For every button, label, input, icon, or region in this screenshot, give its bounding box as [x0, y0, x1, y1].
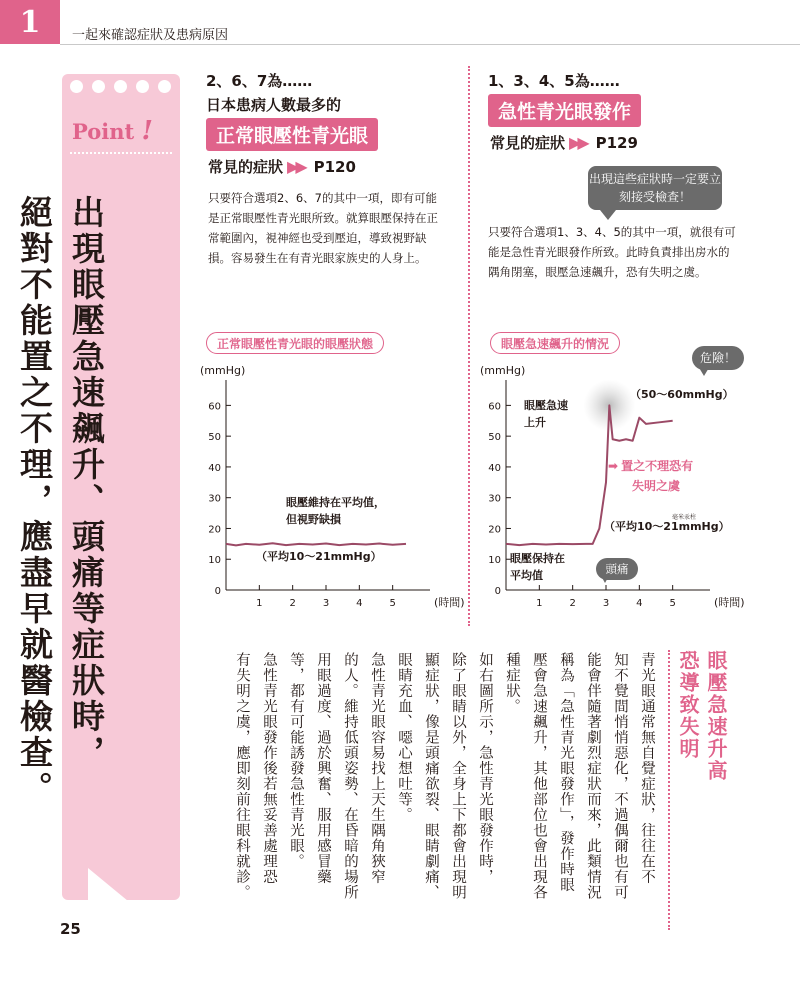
left-symptom-ref: [208, 156, 356, 177]
chart-y-tick-label: 20: [208, 524, 221, 536]
chapter-title: 一起來確認症狀及患病原因: [72, 28, 229, 43]
chart1-note-3: （平均10～21mmHg）: [256, 550, 382, 563]
chart-series-line: [226, 543, 406, 545]
article-column: 急性青光眼發作後若無妥善處理恐: [261, 652, 277, 885]
chart2-neglect-2: 失明之虞: [632, 479, 681, 493]
article-column: 青光眼通常無自覺症狀，往往在不: [639, 652, 655, 885]
chart-y-tick-label: 40: [488, 462, 501, 474]
chart2-title: 眼壓急速飆升的情況: [490, 332, 620, 354]
article-body: [230, 652, 660, 912]
chapter-number: 1: [0, 0, 60, 44]
article-column: 急性青光眼容易找上天生隅角狹窄: [369, 652, 385, 885]
chart1-note-2: 但視野缺損: [286, 513, 341, 526]
chart-x-tick-label: 1: [536, 598, 543, 609]
point-line-1: 出現眼壓急速飆升、頭痛等症狀時，: [67, 195, 106, 771]
chart-x-tick-label: 2: [289, 598, 296, 609]
callout-bubble: 出現這些症狀時一定要立刻接受檢查！: [588, 166, 722, 210]
header-divider: [60, 44, 800, 45]
chart-y-tick-label: 20: [488, 524, 501, 536]
chart-ylabel: (mmHg): [480, 364, 526, 377]
chart1-plot: [200, 360, 465, 612]
article-column: 有失明之虞，應即刻前往眼科就診。: [234, 652, 250, 900]
chart-x-tick-label: 5: [389, 598, 396, 609]
article-heading-1: 眼壓急速升高: [704, 650, 728, 782]
point-column-divider: [58, 190, 60, 880]
point-label-text: Point: [72, 119, 135, 144]
right-lead-1: 1、3、4、5為……: [488, 72, 620, 90]
article-heading-rule: [668, 650, 670, 930]
chart2-neglect-note: [608, 456, 693, 496]
point-bang: !: [141, 116, 153, 146]
headache-bubble: 頭痛: [596, 558, 638, 580]
chart-y-tick-label: 60: [488, 401, 501, 413]
left-lead-1: 2、6、7為……: [206, 72, 313, 90]
chart-y-tick-label: 40: [208, 462, 221, 474]
chart-y-tick-label: 10: [488, 555, 501, 567]
article-column: 眼睛充血、噁心想吐等。: [396, 652, 412, 823]
chart-x-tick-label: 1: [256, 598, 263, 609]
chart2-spike-label-2: 上升: [524, 416, 546, 429]
dot: [158, 80, 171, 93]
article-heading-2: 恐導致失明: [676, 650, 700, 760]
article-column: 等，都有可能誘發急性青光眼。: [288, 652, 304, 869]
article-column: 種症狀。: [504, 652, 520, 714]
chart1-note-1: 眼壓維持在平均值，: [286, 496, 385, 509]
article-column: 壓會急速飆升，其他部位也會出現各: [531, 652, 547, 900]
dot: [114, 80, 127, 93]
chart2-neglect-1: 置之不理恐有: [621, 459, 694, 473]
double-triangle-icon: ▶▶: [569, 133, 586, 152]
chart-y-tick-label: 0: [494, 586, 501, 597]
page-number: 25: [60, 920, 81, 938]
chart-x-tick-label: 5: [669, 598, 676, 609]
chart2-avg-range: （平均10～21mmHg）: [604, 520, 730, 533]
chart2-spike-label-1: 眼壓急速: [524, 399, 568, 412]
chart-ylabel: (mmHg): [200, 364, 246, 377]
chart-y-tick-label: 10: [208, 555, 221, 567]
left-body-text: 只要符合選項2、6、7的其中一項，即有可能是正常眼壓性青光眼所致。就算眼壓保持在正常範圍內，視神經也受到壓迫，導致視野缺損。容易發生在有青光眼家族史的人身上。: [208, 191, 438, 265]
chart2-normal-1: 眼壓保持在: [510, 552, 565, 565]
left-symptom-label: 常見的症狀: [208, 158, 284, 176]
dot: [70, 80, 83, 93]
right-arrow-icon: ➡: [608, 459, 619, 473]
right-symptom-page: P129: [595, 133, 638, 152]
chart-y-tick-label: 60: [208, 401, 221, 413]
chart-y-tick-label: 50: [488, 432, 501, 444]
point-dots: [70, 80, 171, 93]
article-column: 稱為「急性青光眼發作」，發作時眼: [558, 652, 574, 893]
right-banner: 急性青光眼發作: [488, 94, 641, 127]
page-curl-corner: [88, 868, 134, 906]
article-column: 的人。維持低頭姿勢、在昏暗的場所: [342, 652, 358, 900]
chart2-unit-small: 毫米汞柱: [672, 514, 697, 521]
chart-x-tick-label: 3: [322, 598, 330, 609]
section-divider: [468, 66, 470, 626]
chart2-normal-2: 平均值: [510, 569, 543, 582]
left-lead-2: 日本患病人數最多的: [206, 96, 342, 114]
chart-x-tick-label: 4: [356, 598, 363, 609]
dot: [136, 80, 149, 93]
dot: [92, 80, 105, 93]
article-column: 顯症狀，像是頭痛欲裂、眼睛劇痛、: [423, 652, 439, 900]
chart2-peak-range: （50～60mmHg）: [630, 388, 734, 401]
chart-y-tick-label: 0: [214, 586, 221, 597]
point-divider: [70, 152, 172, 154]
right-body-text: 只要符合選項1、3、4、5的其中一項，就很有可能是急性青光眼發作所致。此時負責排出房水的隅角閉塞，眼壓急速飆升，恐有失明之虞。: [488, 225, 736, 279]
chart-y-tick-label: 50: [208, 432, 221, 444]
chart-x-tick-label: 2: [569, 598, 576, 609]
chart-x-tick-label: 4: [636, 598, 643, 609]
article-column: 除了眼睛以外，全身上下都會出現明: [450, 652, 466, 900]
chart-xlabel: (時間): [434, 596, 465, 609]
chart-y-tick-label: 30: [208, 493, 221, 505]
article-column: 如右圖所示，急性青光眼發作時，: [477, 652, 493, 885]
chart1-title: 正常眼壓性青光眼的眼壓狀態: [206, 332, 384, 354]
double-triangle-icon: ▶▶: [287, 157, 304, 176]
left-banner: 正常眼壓性青光眼: [206, 118, 378, 151]
right-symptom-label: 常見的症狀: [490, 134, 566, 152]
right-symptom-ref: [490, 132, 638, 153]
chart-xlabel: (時間): [714, 596, 745, 609]
danger-bubble: 危險！: [692, 346, 744, 370]
article-column: 用眼過度、過於興奮、服用感冒藥: [315, 652, 331, 885]
point-line-2: 絕對不能置之不理，應盡早就醫檢查。: [15, 195, 54, 807]
point-label: [72, 116, 153, 146]
article-column: 能會伴隨著劇烈症狀而來，此類情況: [585, 652, 601, 900]
article-column: 知不覺間悄悄惡化，不過偶爾也有可: [612, 652, 628, 900]
chart-x-tick-label: 3: [602, 598, 610, 609]
left-symptom-page: P120: [313, 157, 356, 176]
chart-y-tick-label: 30: [488, 493, 501, 505]
